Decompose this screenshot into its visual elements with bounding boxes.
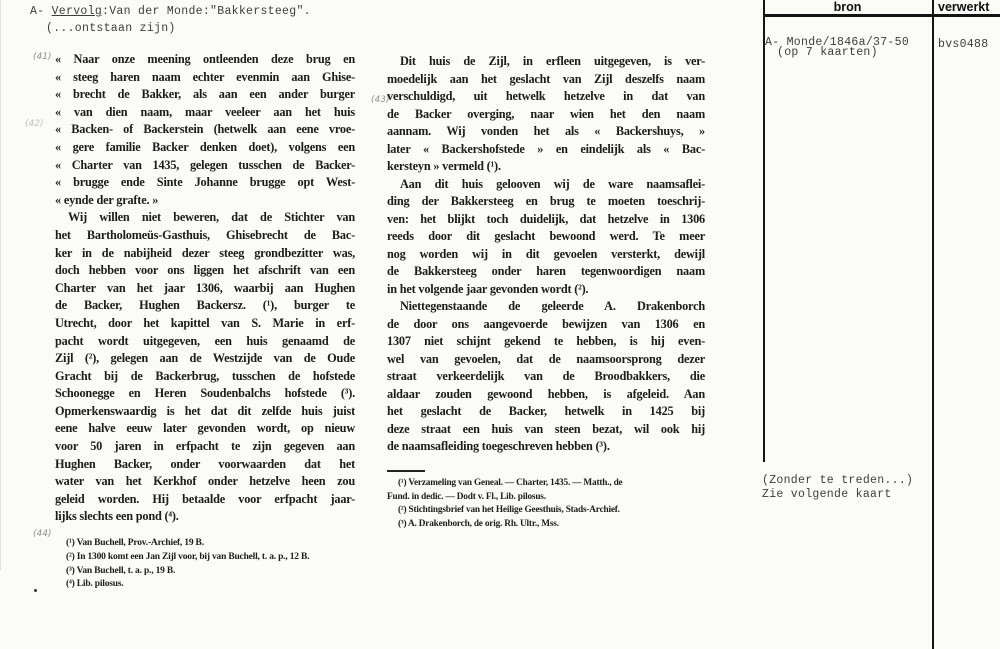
right-text-column	[387, 53, 705, 456]
continuation-note-line1: (Zonder te treden...)	[762, 474, 914, 487]
table-header-rule	[763, 14, 1000, 17]
margin-note-42: (42)	[25, 119, 44, 129]
table-column-divider	[932, 0, 934, 649]
margin-note-41: (41)	[33, 52, 52, 62]
clipping-edge-line	[0, 0, 1, 570]
right-paragraph-3: Niettegenstaande de geleerde A. Drakenborch de door ons aangevoerde bewijzen van 1306 en 1307 niet schijnt gekend te hebben, is hij even- wel van gevoelen, dat de naamsoorsprong dezer straat verkeerdelijk van de Broodbakkers, die aldaar zouden gewoond hebben, is afgeleid. Aan het geslacht de Backer, hetwelk in 1425 bij deze straat een huis van steen bezat, wil ook hij de naamsafleiding toegeschreven hebben (³).	[387, 299, 705, 453]
verwerkt-column-header: verwerkt	[938, 0, 990, 14]
margin-note-44: (44)	[33, 529, 52, 539]
bron-value-line1: A- Monde/1846a/37-50	[765, 36, 910, 49]
footnote-separator-rule	[387, 470, 425, 472]
left-text-column	[55, 51, 355, 526]
ink-dot	[34, 589, 37, 592]
right-footnotes: (¹) Verzameling van Geneal. — Charter, 1435. — Matth., de Fund. in dedic. — Dodt v. Fl., Lib. pilosus. (²) Stichtingsbrief van het Heilige Geesthuis, Stads-Archief. (³) A. Drakenborch, de orig. Rh. Ultr., Mss.	[387, 478, 623, 529]
right-paragraph-1: Dit huis de Zijl, in erfleen uitgegeven, is ver- moedelijk aan het geslacht van Zijl deszelfs naam verschuldigd, uit hetwelk hetzelve in dat van de Backer overging, naar wien het den naam aannam. Wij vonden het als « Backershuys, » later « Backershofstede » en eindelijk als « Bac- kersteyn » vermeld (¹).	[387, 54, 705, 173]
card-title-rest: :Van der Monde:"Bakkersteeg".	[102, 5, 311, 18]
right-paragraph-2: Aan dit huis gelooven wij de ware naamsaflei- ding der Bakkersteeg en brug te moeten toeschrij- ven: het blijkt toch duidelijk, dat hetzelve in 1306 reeds door dit geslacht bewoond werd. Te meer nog worden wij in dit gevoelen versterkt, dewijl de Bakkersteeg onder haren tegenwoordigen naam in het volgende jaar gevonden wordt (²).	[387, 176, 705, 296]
bron-value-line2: (op 7 kaarten)	[777, 46, 878, 59]
card-subtitle: (...ontstaan zijn)	[46, 22, 176, 35]
left-quote-paragraph: « Naar onze meening ontleenden deze brug en « steeg haren naam echter evenmin aan Ghise- « brecht de Bakker, als aan een ander burger « van dien naam, maar veeleer aan het huis « Backen- of Backerstein (hetwelk aan eene vroe- « gere familie Backer denken doet), volgens een « Charter van 1435, gelegen tusschen de Backer- « brugge ende Sinte Johanne brugge opt West- « eynde der grafte. »	[55, 52, 355, 207]
table-border-left	[763, 0, 765, 462]
continuation-note-line2: Zie volgende kaart	[762, 488, 892, 501]
left-body-paragraph: Wij willen niet beweren, dat de Stichter van het Bartholomeüs-Gasthuis, Ghisebrecht de Bac- ker in de nabijheid dezer steeg grondbezitter was, doch hebben voor ons liggen het afschrift van een Charter van het jaar 1306, waarbij aan Hughen de Backer, Hughen Backersz. (¹), burger te Utrecht, door het kapittel van S. Marie in erf- pacht wordt uitgegeven, een huis genaamd de Zijl (²), gelegen aan de Westzijde van de Oude Gracht bij de Backerbrug, tusschen de hofstede Schoonegge en Heren Soudenbalchs hofstede (³). Opmerkenswaardig is het dat dit zelfde huis juist eene halve eeuw later gevonden wordt, op nieuw voor 50 jaren in erfpacht te zijn gegeven aan Hughen Backer, onder voorwaarden dat het water van het Kerkhof onder hetzelve heen zou geleid worden. Hij betaalde voor erfpacht jaar- lijks slechts een pond (⁴).	[55, 210, 355, 524]
left-footnotes: (¹) Van Buchell, Prov.-Archief, 19 B. (²) In 1300 komt een Jan Zijl voor, bij van Buchell, t. a. p., 12 B. (³) Van Buchell, t. a. p., 19 B. (⁴) Lib. pilosus.	[66, 538, 310, 590]
card-title-underlined: Vervolg	[51, 5, 103, 18]
margin-note-43: (43)	[371, 95, 390, 105]
card-title	[30, 5, 311, 18]
verwerkt-value: bvs0488	[938, 38, 989, 51]
card-title-prefix: A-	[30, 5, 52, 18]
bron-column-header: bron	[833, 0, 862, 14]
